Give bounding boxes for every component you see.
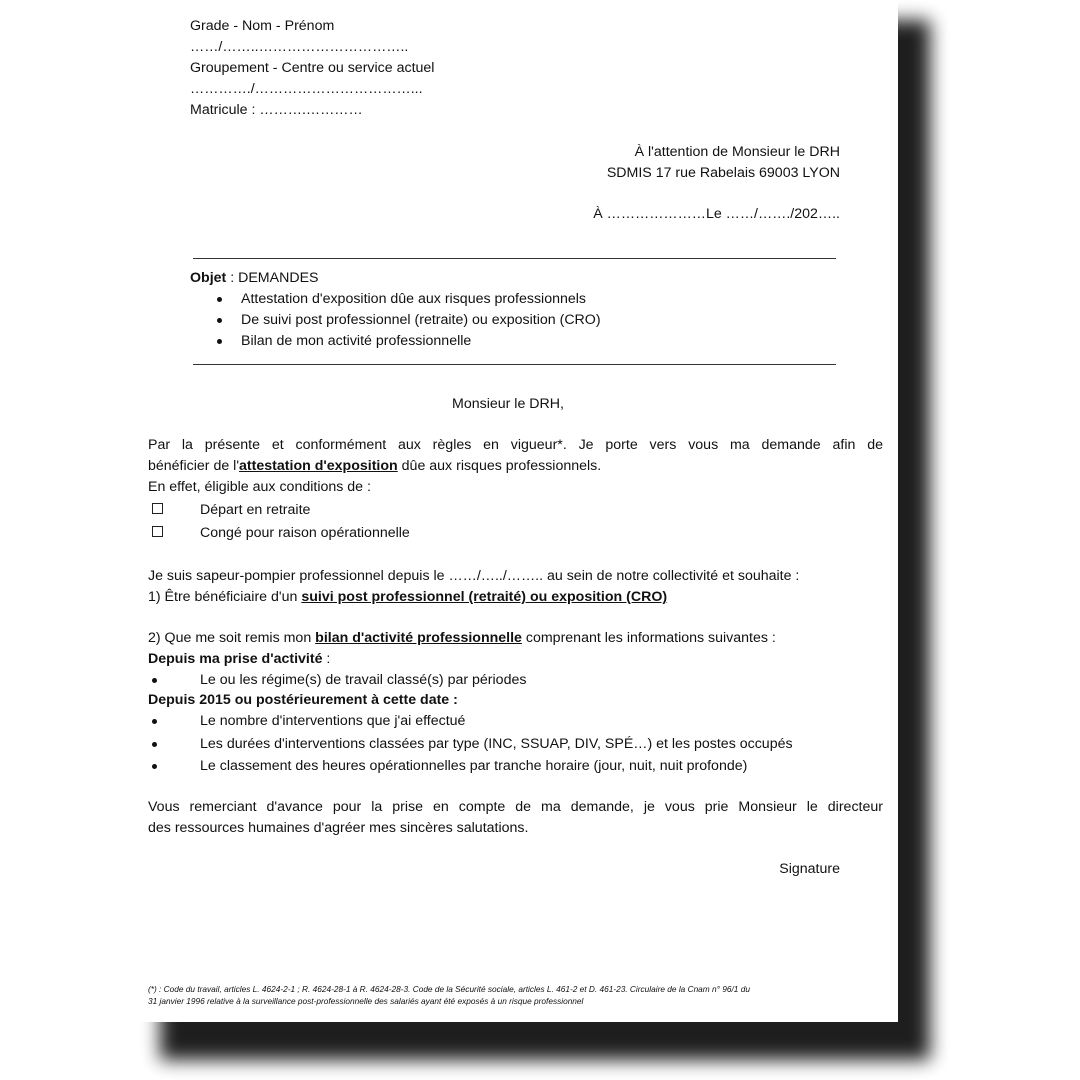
header-group-dots: …………./……………………………... [190, 81, 423, 97]
header-matricule: Matricule : ……….………… [190, 102, 363, 118]
para2-line2-pre: 1) Être bénéficiaire d'un [148, 589, 302, 605]
para3-line1 [148, 628, 776, 649]
objet-line [190, 268, 319, 289]
attestation-emphasis: attestation d'exposition [239, 458, 398, 474]
heading-depuis-2015: Depuis 2015 ou postérieurement à cette date : [148, 692, 458, 708]
heading-prise-activite-colon: : [322, 651, 331, 667]
divider-bottom [193, 364, 836, 365]
objet-label: Objet [190, 270, 227, 286]
since2015-bullet-2 [152, 742, 157, 747]
divider-top [193, 258, 836, 259]
signature-label: Signature [779, 861, 840, 877]
para1-line1: Par la présente et conformément aux règles en vigueur*. Je porte vers vous ma demande afin de [148, 437, 883, 453]
para1-line2-post: dûe aux risques professionnels. [397, 458, 602, 474]
since2015-item-2: Les durées d'interventions classées par type (INC, SSUAP, DIV, SPÉ…) et les postes occupés [200, 736, 793, 752]
suivi-emphasis: suivi post professionnel (retraité) ou exposition (CRO) [301, 589, 668, 605]
closing-line1: Vous remerciant d'avance pour la prise en compte de ma demande, je vous prie Monsieur le directeur [148, 799, 883, 815]
activity-item-1: Le ou les régime(s) de travail classé(s) par périodes [200, 672, 527, 688]
recipient-address: SDMIS 17 rue Rabelais 69003 LYON [606, 165, 840, 181]
para2-line2 [148, 587, 667, 608]
para2-line1: Je suis sapeur-pompier professionnel depuis le ……/…../…….. au sein de notre collectivité et souhaite : [148, 568, 800, 584]
checkbox-retraite[interactable] [152, 503, 163, 514]
objet-item-2: De suivi post professionnel (retraite) ou exposition (CRO) [241, 312, 601, 328]
checkbox-conge-label: Congé pour raison opérationnelle [200, 525, 410, 541]
para1-line2 [148, 456, 601, 477]
salutation: Monsieur le DRH, [452, 396, 564, 412]
since2015-bullet-1 [152, 719, 157, 724]
checkbox-retraite-label: Départ en retraite [200, 502, 311, 518]
para1-line3: En effet, éligible aux conditions de : [148, 479, 371, 495]
footnote-line2: 31 janvier 1996 relative à la surveillance post-professionnelle des salariés ayant été exposés à un risque professionnel [148, 996, 584, 1006]
heading-prise-activite [148, 649, 330, 670]
place-date: À …………………Le ……/……./202….. [593, 206, 840, 222]
footnote-line1: (*) : Code du travail, articles L. 4624-2-1 ; R. 4624-28-1 à R. 4624-28-3. Code de la Sécurité sociale, articles L. 461-2 et D. 461-23. Circulaire de la Cnam n° 96/1 du [148, 984, 750, 994]
header-group: Groupement - Centre ou service actuel [190, 60, 435, 76]
objet-item-3: Bilan de mon activité professionnelle [241, 333, 472, 349]
since2015-bullet-3 [152, 764, 157, 769]
header-name-dots: ……/……..………………………….. [190, 39, 409, 55]
bilan-emphasis: bilan d'activité professionnelle [315, 630, 522, 646]
since2015-item-1: Le nombre d'interventions que j'ai effectué [200, 713, 466, 729]
objet-item-1: Attestation d'exposition dûe aux risques professionnels [241, 291, 586, 307]
letter-page [140, 0, 898, 1022]
objet-bullet-2 [217, 318, 222, 323]
objet-bullet-1 [217, 297, 222, 302]
since2015-item-3: Le classement des heures opérationnelles par tranche horaire (jour, nuit, nuit profonde) [200, 758, 748, 774]
recipient-attention: À l'attention de Monsieur le DRH [634, 144, 840, 160]
closing-line2: des ressources humaines d'agréer mes sincères salutations. [148, 820, 529, 836]
checkbox-conge[interactable] [152, 526, 163, 537]
activity-bullet-1 [152, 678, 157, 683]
header-grade-name: Grade - Nom - Prénom [190, 18, 335, 34]
objet-text: : DEMANDES [226, 270, 319, 286]
para1-line2-pre: bénéficier de l' [148, 458, 240, 474]
para3-line1-post: comprenant les informations suivantes : [521, 630, 776, 646]
para3-line1-pre: 2) Que me soit remis mon [148, 630, 316, 646]
heading-prise-activite-text: Depuis ma prise d'activité [148, 651, 323, 667]
objet-bullet-3 [217, 339, 222, 344]
